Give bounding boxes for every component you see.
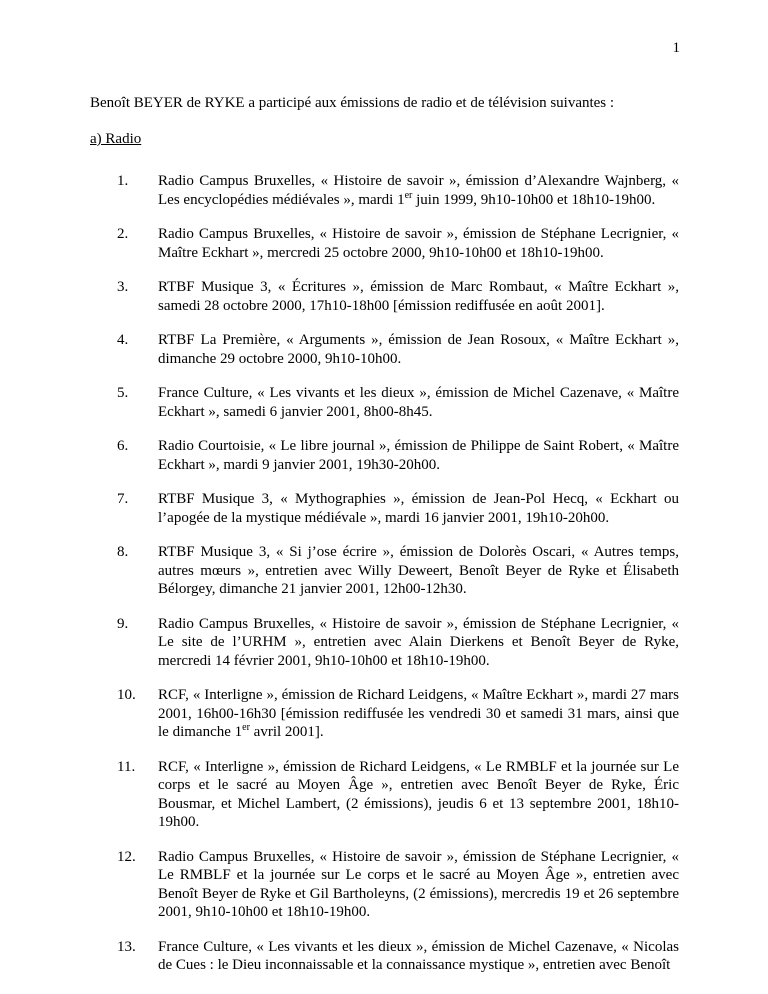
item-superscript: er	[404, 189, 413, 201]
list-item	[117, 384, 679, 421]
item-number: 7.	[117, 491, 129, 507]
radio-broadcast-list	[117, 172, 679, 991]
item-text: Radio Campus Bruxelles, « Histoire de savoir », émission de Stéphane Lecrignier, « Le RMBLF et la journée sur Le corps et le sacré au Moyen Âge », entretien avec Benoît Beyer de Ryke et Gil Bartholeyns, (2 émissions), mercredis 19 et 26 septembre 2001, 9h10-10h00 et 18h10-19h00.	[158, 848, 679, 920]
list-item	[117, 615, 679, 671]
item-text-continued: avril 2001].	[249, 724, 324, 740]
intro-paragraph: Benoît BEYER de RYKE a participé aux émissions de radio et de télévision suivantes :	[90, 95, 615, 111]
page-number: 1	[672, 40, 680, 56]
item-number: 10.	[117, 687, 136, 703]
item-number: 13.	[117, 938, 136, 955]
item-text: Radio Campus Bruxelles, « Histoire de savoir », émission de Stéphane Lecrignier, « Le site de l’URHM », entretien avec Alain Dierkens et Benoît Beyer de Ryke, mercredi 14 février 2001, 9h10-10h00 et 18h10-19h00.	[158, 615, 679, 669]
list-item	[117, 225, 679, 262]
list-item	[117, 437, 679, 474]
list-item	[117, 848, 679, 922]
item-text: RTBF La Première, « Arguments », émission de Jean Rosoux, « Maître Eckhart », dimanche 29 octobre 2000, 9h10-10h00.	[158, 332, 679, 367]
item-text: RCF, « Interligne », émission de Richard Leidgens, « Le RMBLF et la journée sur Le corps et le sacré au Moyen Âge », entretien avec Benoît Beyer de Ryke, Éric Bousmar, et Michel Lambert, (2 émissions), jeudis 6 et 13 septembre 2001, 18h10-19h00.	[158, 758, 679, 830]
item-text: France Culture, « Les vivants et les dieux », émission de Michel Cazenave, « Nicolas de Cues : le Dieu inconnaissable et la connaissance mystique », entretien avec Benoît	[158, 938, 679, 973]
item-number: 3.	[117, 279, 129, 295]
list-item	[117, 758, 679, 832]
list-item	[117, 490, 679, 527]
item-text: Radio Courtoisie, « Le libre journal », émission de Philippe de Saint Robert, « Maître Eckhart », mardi 9 janvier 2001, 19h30-20h00.	[158, 438, 679, 473]
item-text: Radio Campus Bruxelles, « Histoire de savoir », émission d’Alexandre Wajnberg, « Les encyclopédies médiévales », mardi 1	[158, 173, 679, 208]
item-number: 12.	[117, 848, 136, 865]
item-text: RTBF Musique 3, « Écritures », émission de Marc Rombaut, « Maître Eckhart », samedi 28 octobre 2000, 17h10-18h00 [émission rediffusée en août 2001].	[158, 279, 679, 314]
list-item	[117, 686, 679, 742]
list-item	[117, 543, 679, 599]
item-number: 9.	[117, 615, 129, 632]
item-number: 4.	[117, 332, 129, 348]
item-superscript: er	[242, 722, 250, 733]
item-number: 8.	[117, 544, 129, 560]
item-text: France Culture, « Les vivants et les dieux », émission de Michel Cazenave, « Maître Eckhart », samedi 6 janvier 2001, 8h00-8h45.	[158, 385, 679, 420]
item-number: 6.	[117, 438, 129, 454]
item-number: 5.	[117, 385, 129, 401]
item-text: RTBF Musique 3, « Mythographies », émission de Jean-Pol Hecq, « Eckhart ou l’apogée de la mystique médiévale », mardi 16 janvier 2001, 19h10-20h00.	[158, 491, 679, 526]
item-text: Radio Campus Bruxelles, « Histoire de savoir », émission de Stéphane Lecrignier, « Maître Eckhart », mercredi 25 octobre 2000, 9h10-10h00 et 18h10-19h00.	[158, 226, 679, 261]
list-item	[117, 938, 679, 975]
item-text: RTBF Musique 3, « Si j’ose écrire », émission de Dolorès Oscari, « Autres temps, autres mœurs », entretien avec Willy Deweert, Benoît Beyer de Ryke et Élisabeth Bélorgey, dimanche 21 janvier 2001, 12h00-12h30.	[158, 544, 679, 597]
item-text-continued: juin 1999, 9h10-10h00 et 18h10-19h00.	[412, 191, 656, 208]
section-title-radio: a) Radio	[90, 131, 142, 147]
list-item	[117, 331, 679, 368]
item-number: 1.	[117, 173, 129, 189]
item-text: RCF, « Interligne », émission de Richard Leidgens, « Maître Eckhart », mardi 27 mars 2001, 16h00-16h30 [émission rediffusée les vendredi 30 et samedi 31 mars, ainsi que le dimanche 1	[158, 687, 679, 740]
item-number: 2.	[117, 226, 129, 242]
list-item	[117, 278, 679, 315]
list-item	[117, 172, 679, 209]
item-number: 11.	[117, 758, 136, 775]
